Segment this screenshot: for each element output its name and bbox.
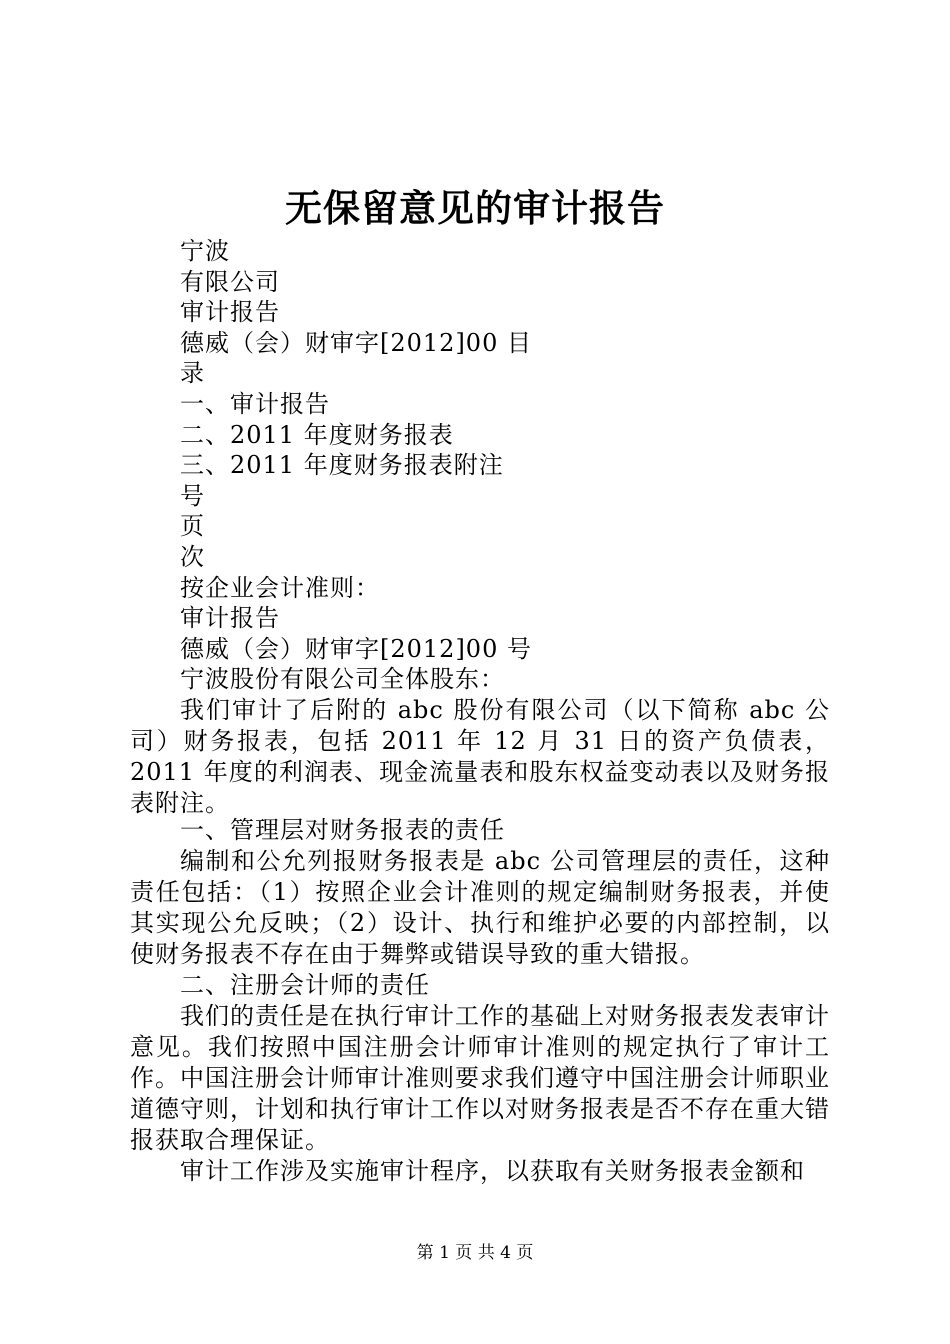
page-footer: 第 1 页 共 4 页 xyxy=(416,1243,534,1263)
header-line: 页 xyxy=(180,512,205,541)
body-sections xyxy=(130,815,830,1187)
page-title: 无保留意见的审计报告 xyxy=(285,186,665,230)
header-line: 有限公司 xyxy=(180,267,280,296)
body-intro xyxy=(130,695,830,819)
header-line: 次 xyxy=(180,542,205,571)
section-paragraph: 编制和公允列报财务报表是 abc 公司管理层的责任，这种责任包括：（1）按照企业会计准则的规定编制财务报表，并使其实现公允反映；（2）设计、执行和维护必要的内部控制，以使财务报表不存在由于舞弊或错误导致的重大错报。 xyxy=(130,847,830,968)
header-line: 号 xyxy=(180,481,205,510)
header-line: 审计报告 xyxy=(180,604,280,633)
header-line: 宁波 xyxy=(180,237,230,265)
header-line: 录 xyxy=(180,359,205,388)
toc-item: 三、2011 年度财务报表附注 xyxy=(180,451,504,480)
header-line: 德威（会）财审字[2012]00 目 xyxy=(180,328,532,357)
section-paragraph: 审计工作涉及实施审计程序，以获取有关财务报表金额和 xyxy=(180,1157,805,1185)
section-heading: 二、注册会计师的责任 xyxy=(180,971,430,999)
report-number: 德威（会）财审字[2012]00 号 xyxy=(180,634,532,663)
section-paragraph: 我们的责任是在执行审计工作的基础上对财务报表发表审计意见。我们按照中国注册会计师审计准则的规定执行了审计工作。中国注册会计师审计准则要求我们遵守中国注册会计师职业道德守则，计划和执行审计工作以对财务报表是否不存在重大错报获取合理保证。 xyxy=(130,1002,830,1154)
intro-paragraph: 我们审计了后附的 abc 股份有限公司（以下简称 abc 公司）财务报表，包括 2011 年 12 月 31 日的资产负债表，2011 年度的利润表、现金流量表和股东权益变动表以及财务报表附注。 xyxy=(130,696,830,817)
header-lines xyxy=(180,236,840,695)
toc-item: 二、2011 年度财务报表 xyxy=(180,420,454,449)
section-heading: 一、管理层对财务报表的责任 xyxy=(180,816,505,844)
header-line: 审计报告 xyxy=(180,298,280,327)
header-line: 按企业会计准则： xyxy=(180,573,380,602)
toc-item: 一、审计报告 xyxy=(180,389,330,418)
addressee: 宁波股份有限公司全体股东： xyxy=(180,665,505,694)
